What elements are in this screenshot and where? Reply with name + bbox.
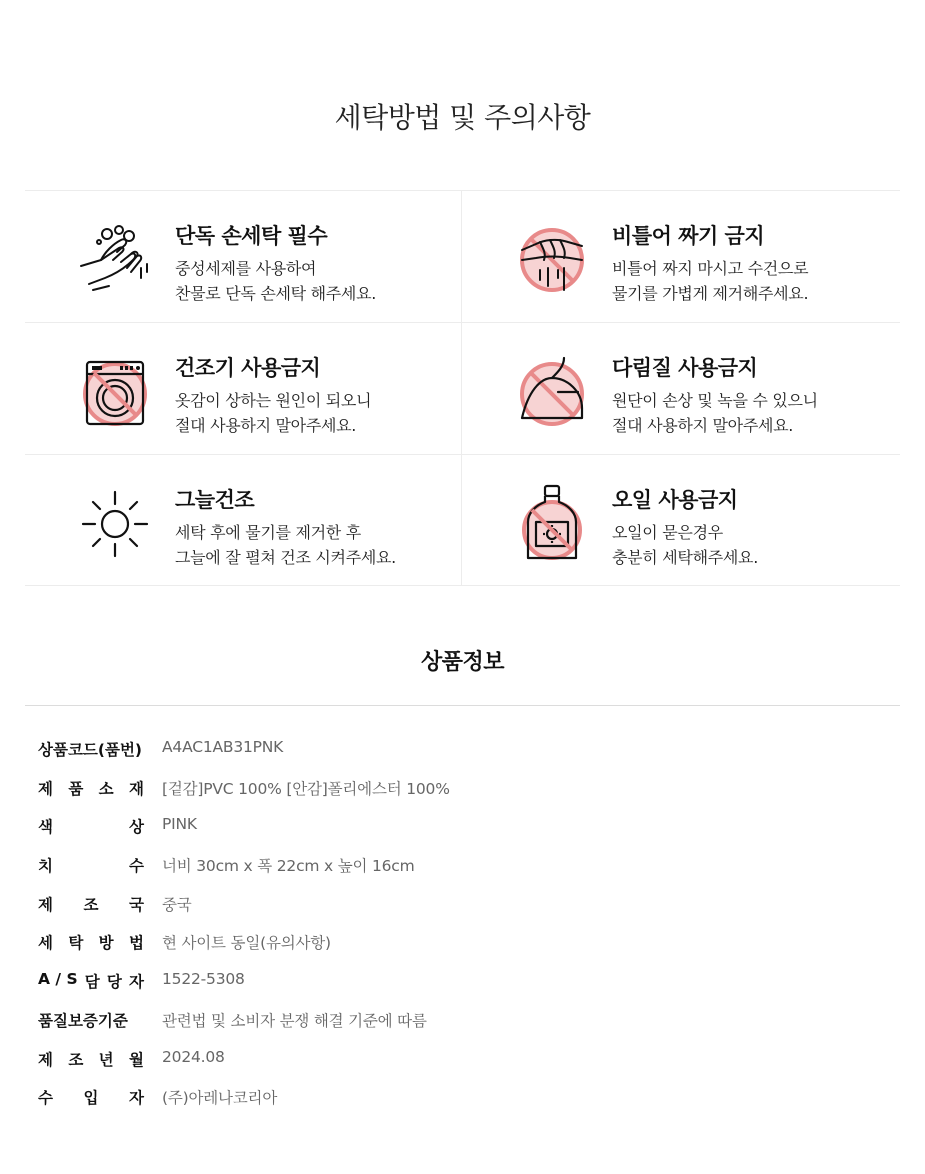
product-info-divider: [25, 705, 900, 706]
care-section-title: 세탁방법 및 주의사항: [334, 101, 591, 134]
care-item-shade-dry: [25, 454, 461, 586]
row-label: 제 품 소 재: [38, 779, 144, 798]
row-label: 품질보증기준: [38, 1011, 128, 1030]
table-row: [38, 769, 898, 808]
row-value: (주)아레나코리아: [162, 1089, 278, 1108]
product-info-title: 상품정보: [420, 650, 504, 675]
table-row: [38, 730, 898, 769]
row-value: 2024.08: [162, 1047, 225, 1066]
row-label: 제 조 년 월: [38, 1050, 144, 1069]
care-item-title: 건조기 사용금지: [175, 356, 321, 380]
care-item-desc: [612, 520, 758, 570]
row-value: 너비 30cm x 폭 22cm x 높이 16cm: [162, 857, 415, 876]
care-item-title: 단독 손세탁 필수: [175, 224, 328, 248]
table-row: [38, 1001, 898, 1040]
table-row: [38, 885, 898, 924]
care-item-hand-wash: [25, 190, 461, 322]
row-value: 1522-5308: [162, 970, 245, 989]
row-label: A / S 담 당 자: [38, 970, 144, 992]
row-value: 관련법 및 소비자 분쟁 해결 기준에 따름: [162, 1011, 427, 1030]
care-item-desc-line: 물기를 가볍게 제거해주세요.: [612, 284, 809, 303]
table-row: [38, 807, 898, 846]
care-item-desc: [175, 388, 371, 438]
no-wring-icon: [512, 220, 592, 300]
care-item-desc-line: 비틀어 짜지 마시고 수건으로: [612, 259, 809, 278]
care-item-desc: [612, 256, 808, 306]
care-item-desc-line: 오일이 묻은경우: [612, 523, 723, 542]
care-item-title: 오일 사용금지: [612, 488, 738, 512]
care-item-desc: [612, 388, 818, 438]
care-grid: [25, 190, 900, 586]
care-item-no-dryer: [25, 322, 461, 454]
table-row: [38, 962, 898, 1001]
care-item-title: 그늘건조: [175, 488, 255, 512]
care-item-desc-line: 세탁 후에 물기를 제거한 후: [175, 523, 361, 542]
row-value: [겉감]PVC 100% [안감]폴리에스터 100%: [162, 779, 450, 798]
row-value: 중국: [162, 895, 192, 914]
care-item-desc: [175, 520, 396, 570]
care-item-no-wring: [462, 190, 898, 322]
row-value: A4AC1AB31PNK: [162, 738, 284, 756]
table-row: [38, 1040, 898, 1079]
row-value: PINK: [162, 815, 197, 834]
row-label: 세 탁 방 법: [38, 934, 144, 953]
no-iron-icon: [512, 352, 592, 432]
sun-icon: [75, 484, 155, 564]
row-value: 현 사이트 동일(유의사항): [162, 934, 331, 953]
row-label: 색 상: [38, 818, 144, 837]
care-item-desc-line: 찬물로 단독 손세탁 해주세요.: [175, 284, 377, 303]
care-item-desc-line: 중성세제를 사용하여: [175, 259, 317, 278]
care-item-desc: [175, 256, 376, 306]
table-row: [38, 923, 898, 962]
no-oil-icon: [512, 484, 592, 564]
row-label: 상품코드(품번): [38, 741, 143, 759]
care-item-title: 비틀어 짜기 금지: [612, 224, 765, 248]
care-item-desc-line: 그늘에 잘 펼쳐 건조 시켜주세요.: [175, 548, 396, 567]
hand-wash-icon: [75, 220, 155, 300]
care-item-desc-line: 절대 사용하지 말아주세요.: [175, 416, 357, 435]
care-item-desc-line: 충분히 세탁해주세요.: [612, 548, 758, 567]
table-row: [38, 1078, 898, 1117]
care-item-no-iron: [462, 322, 898, 454]
care-item-title: 다림질 사용금지: [612, 356, 758, 380]
product-info-table: [38, 730, 898, 1117]
row-label: 치 수: [38, 857, 144, 876]
care-item-no-oil: [462, 454, 898, 586]
care-item-desc-line: 절대 사용하지 말아주세요.: [612, 416, 794, 435]
care-item-desc-line: 원단이 손상 및 녹을 수 있으니: [612, 391, 818, 410]
row-label: 제 조 국: [38, 895, 144, 914]
no-dryer-icon: [75, 352, 155, 432]
table-row: [38, 846, 898, 885]
row-label: 수 입 자: [38, 1089, 144, 1108]
care-item-desc-line: 옷감이 상하는 원인이 되오니: [175, 391, 372, 410]
